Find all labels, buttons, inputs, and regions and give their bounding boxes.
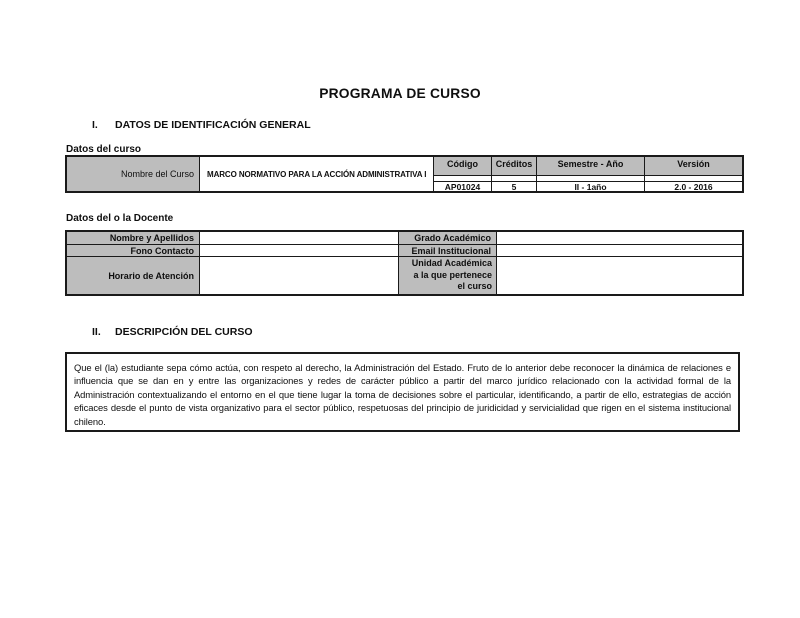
curso-name-label: Nombre del Curso xyxy=(67,157,200,191)
curso-name-value: MARCO NORMATIVO PARA LA ACCIÓN ADMINISTRATIVA I xyxy=(200,157,434,191)
docente-value-nombre xyxy=(200,232,399,245)
curso-header-codigo: Código xyxy=(434,157,492,176)
curso-table xyxy=(65,155,744,193)
docente-label-unidad-text: Unidad Académica a la que pertenece el curso xyxy=(411,258,492,292)
section-heading-identificacion xyxy=(92,119,311,131)
docente-label-grado: Grado Académico xyxy=(399,232,497,245)
curso-table-caption: Datos del curso xyxy=(66,144,142,155)
page-title: PROGRAMA DE CURSO xyxy=(319,86,481,101)
curso-value-codigo: AP01024 xyxy=(434,181,492,191)
docente-value-email xyxy=(497,245,742,257)
docente-label-nombre: Nombre y Apellidos xyxy=(67,232,200,245)
docente-value-horario xyxy=(200,257,399,294)
section-number: I. xyxy=(92,119,98,131)
docente-value-grado xyxy=(497,232,742,245)
curso-value-creditos: 5 xyxy=(492,181,537,191)
section-number: II. xyxy=(92,326,101,338)
docente-label-horario: Horario de Atención xyxy=(67,257,200,294)
curso-value-version: 2.0 - 2016 xyxy=(645,181,742,191)
curso-header-version: Versión xyxy=(645,157,742,176)
docente-value-fono xyxy=(200,245,399,257)
curso-value-semestre: II - 1año xyxy=(537,181,645,191)
docente-table xyxy=(65,230,744,296)
section-heading-descripcion xyxy=(92,326,253,338)
docente-value-unidad xyxy=(497,257,742,294)
descripcion-box xyxy=(65,352,740,432)
docente-label-email: Email Institucional xyxy=(399,245,497,257)
docente-table-caption: Datos del o la Docente xyxy=(66,213,174,224)
section-title: DESCRIPCIÓN DEL CURSO xyxy=(115,326,253,338)
section-title: DATOS DE IDENTIFICACIÓN GENERAL xyxy=(115,119,311,131)
descripcion-text: Que el (la) estudiante sepa cómo actúa, con respeto al derecho, la Administración del Estado. Fruto de lo anterior debe reconocer la dinámica de relaciones e influencia que se dan en y entre las organizaciones y redes de carácter público a partir del marco jurídico relacionado con la actividad formal de la Administración contextualizando el entorno en el que tiene lugar la toma de decisiones sobre el particular, identificando, a partir de ello, estrategias de acción eficaces desde el punto de vista organizativo para el sector público, respetuosas del principio de juridicidad y servicialidad que rigen en el sistema institucional chileno. xyxy=(74,362,731,427)
docente-label-fono: Fono Contacto xyxy=(67,245,200,257)
docente-label-unidad xyxy=(399,257,497,294)
curso-header-creditos: Créditos xyxy=(492,157,537,176)
curso-header-semestre: Semestre - Año xyxy=(537,157,645,176)
